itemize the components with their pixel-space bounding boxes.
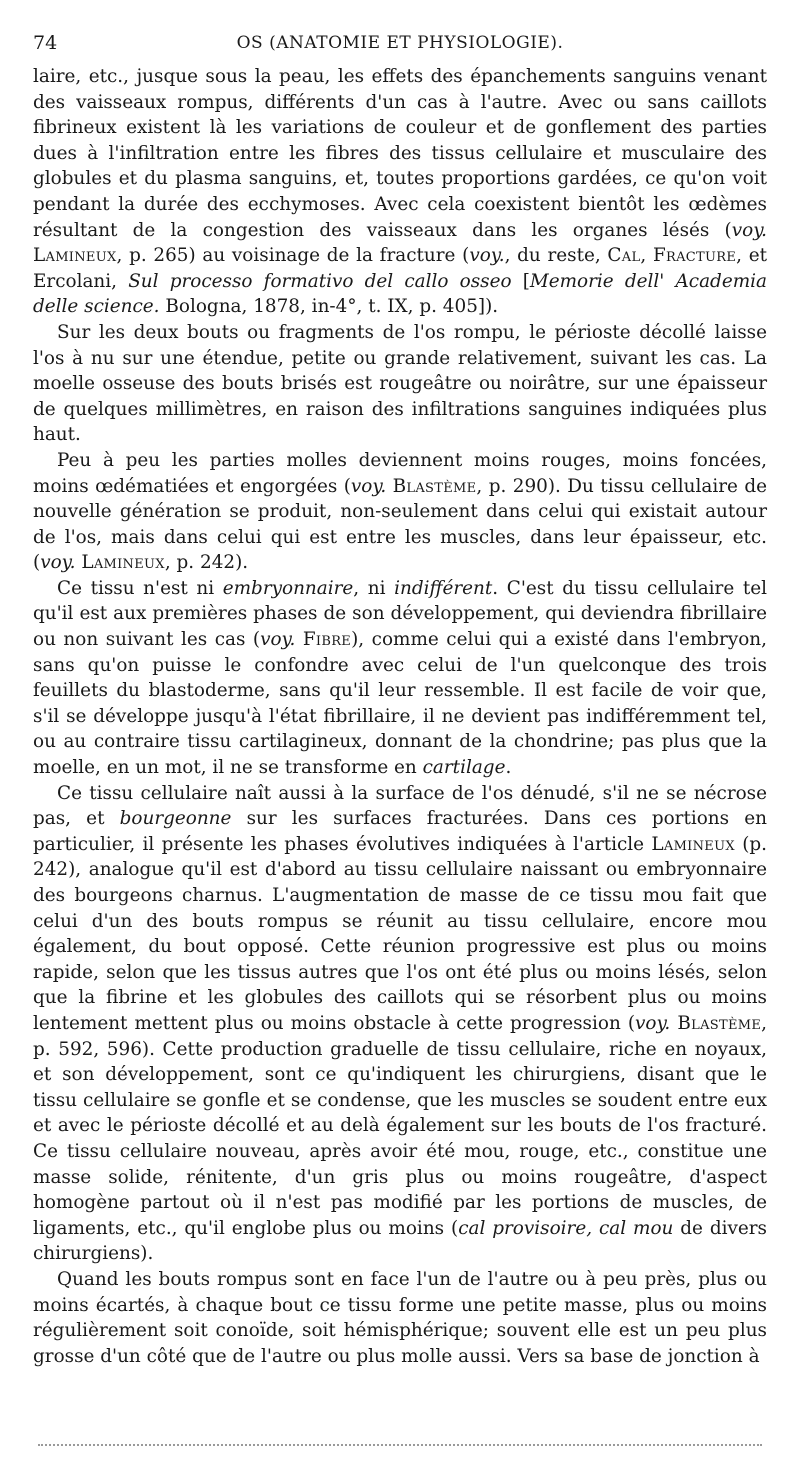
cross-reference: Blastème [392, 475, 477, 497]
text-run [295, 629, 303, 650]
text-run: , ni [353, 577, 395, 599]
text-run: Peu à peu les parties molles deviennent moins rouges, moins foncées, moins œdématiées et engorgées ( [33, 449, 767, 497]
cross-reference: Lamineux [651, 833, 735, 855]
text-run: , du reste, [504, 245, 608, 267]
paragraph-5 [33, 781, 767, 1267]
text-run: , p. 290). Du tissu cellulaire de nouvelle génération se produit, non-seulement dans celui qui existait autour de l'os, mais dans celui qui est entre les muscles, dans leur épaisseur, etc. ( [33, 475, 768, 574]
paragraph-6: Quand les bouts rompus sont en face l'un de l'autre ou à peu près, plus ou moins écartés, à chaque bout ce tissu forme une petite masse, plus ou moins régulièrement soit conoïde, soit hémisphérique; souvent elle est un peu plus grosse d'un côté que de l'autre ou plus molle aussi. Vers sa base de jonction à [33, 1268, 767, 1367]
cross-reference: Blastème [677, 1012, 762, 1034]
emphasis: cal provisoire, cal mou [458, 1217, 674, 1239]
text-run: Bologna, 1878, in-4°, t. IX, p. 405]). [159, 296, 499, 318]
citation-title: Sul processo formativo del callo osseo [128, 270, 512, 292]
bottom-dotted-rule [38, 1444, 762, 1446]
text-run: [ [511, 270, 530, 292]
text-run: , [640, 245, 653, 267]
text-run: sur les surfaces fracturées. Dans ces portions en particulier, il présente les phases évolutives indiquées à l'article [33, 808, 767, 855]
text-run: voy. [260, 629, 296, 651]
paragraph-3 [33, 448, 767, 576]
cross-reference: Cal [607, 245, 641, 267]
text-run: (p. 242), analogue qu'il est d'abord au tissu cellulaire naissant ou embryonnaire des bourgeons charnus. L'augmentation de masse de ce tissu mou fait que celui d'un des bouts rompus se réunit au tissu cellulaire, encore mou également, du bout opposé. Cette réunion progressive est plus ou moins rapide, selon que les tissus autres que l'os ont été plus ou moins lésés, selon que la fibrine et les globules des caillots qui se résorbent plus ou moins lentement mettent plus ou moins obstacle à cette progression ( [33, 833, 768, 1034]
text-run: , et Ercolani, [33, 245, 767, 292]
citation-title: Memorie dell' Academia delle science. [33, 270, 767, 318]
text-run: ), comme celui qui a existé dans l'embryon, sans qu'on puisse le confondre avec celui de l'un quelconque des trois feuillets du blastoderme, sans qu'il leur ressemble. Il est facile de voir que, s'il se développe jusqu'à l'état fibrillaire, il ne devient pas indifféremment tel, ou au contraire tissu cartilagineux, donnant de la chondrine; pas plus que la moelle, en un mot, il ne se transforme en [33, 629, 767, 779]
text-run: Ce tissu cellulaire naît aussi à la surface de l'os dénudé, s'il ne se nécrose pas, et [33, 782, 767, 830]
cross-reference: Lamineux [81, 552, 165, 574]
text-run: , p. 592, 596). Cette production graduelle de tissu cellulaire, riche en noyaux, et son développement, sont ce qu'indiquent les chirurgiens, disant que le tissu cellulaire se gonfle et se condense, que les muscles se soudent entre eux et avec le périoste décollé et au delà également sur les bouts de l'os fracturé. Ce tissu cellulaire nouveau, après avoir été mou, rouge, etc., constitue une masse solide, rénitente, d'un gris plus ou moins rougeâtre, d'aspect homogène partout où il n'est pas modifié par les portions de muscles, de ligaments, etc., qu'il englobe plus ou moins ( [33, 1012, 767, 1239]
text-run: de divers chirurgiens). [33, 1217, 767, 1265]
cross-reference: Fibre [302, 629, 352, 651]
running-title: OS (ANATOMIE ET PHYSIOLOGIE). [236, 33, 564, 53]
text-run: . C'est du tissu cellulaire tel qu'il est aux premières phases de son développement, qui deviendra fibrillaire ou non suivant les cas ( [33, 577, 767, 651]
text-run: voy. [350, 475, 387, 497]
text-run: laire, etc., jusque sous la peau, les effets des épanchements sanguins venant des vaisseaux rompus, différents d'un cas à l'autre. Avec ou sans caillots fibrineux existent là les variations de couleur et de gonflement des parties dues à l'infiltration entre les fibres des tissus cellulaire et musculaire des globules et du plasma sanguins, et, toutes proportions gardées, ce qu'on voit pendant la durée des ecchymoses. Avec cela coexistent bientôt les œdèmes résultant de la congestion des vaisseaux dans les organes lésés ( [33, 66, 767, 241]
emphasis: indifférent [394, 577, 493, 599]
paragraph-4 [33, 576, 767, 781]
page-number: 74 [33, 32, 58, 54]
paragraph-2: Sur les deux bouts ou fragments de l'os rompu, le périoste décollé laisse l'os à nu sur une étendue, petite ou grande relativement, suivant les cas. La moelle osseuse des bouts brisés est rougeâtre ou noirâtre, sur une épaisseur de quelques millimètres, en raison des infiltrations sanguines indiquées plus haut. [33, 321, 767, 446]
text-run: voy. [40, 552, 76, 574]
cross-reference: Fracture [652, 245, 737, 267]
cross-reference: Lamineux [33, 245, 117, 267]
text-run: . [505, 757, 512, 779]
emphasis: bourgeonne [119, 808, 232, 830]
paragraph-1 [33, 64, 767, 320]
text-run: voy. [731, 219, 767, 241]
text-run: , p. 242). [164, 552, 249, 574]
page-header [33, 28, 767, 58]
body-text [33, 64, 767, 1369]
emphasis: cartilage [422, 757, 506, 779]
emphasis: embryonnaire [222, 577, 354, 599]
text-run: , p. 265) au voisinage de la fracture ( [116, 245, 470, 267]
text-run: voy. [635, 1012, 671, 1034]
text-run: Ce tissu n'est ni [57, 577, 223, 599]
text-run: voy. [469, 245, 505, 267]
